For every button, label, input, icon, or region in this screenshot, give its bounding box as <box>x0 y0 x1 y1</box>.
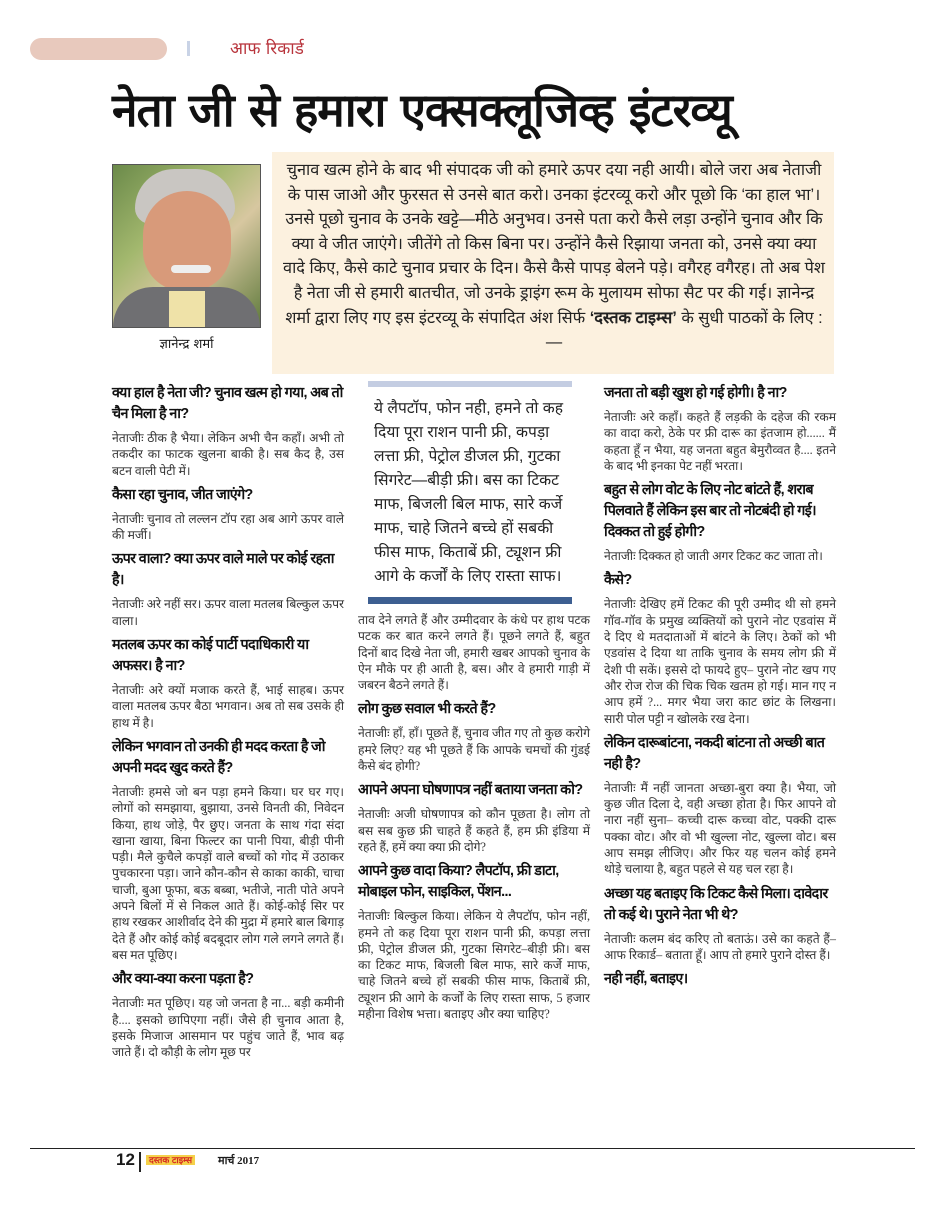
intro-text-before: चुनाव खत्म होने के बाद भी संपादक जी को हमारे ऊपर दया नही आयी। बोले जरा अब नेताजी के पास जाओ और फुरसत से उनसे बात करो। उनका इंटरव्यू करो और पूछो कि ‘का हाल भा’। उनसे पूछो चुनाव के उनके खट्टे—मीठे अनुभव। उनसे पता करो कैसे लड़ा उन्होंने चुनाव और कि क्या वे जीत जाएंगे। जीतेंगे तो किस बिना पर। उन्होंने कैसे रिझाया जनता को, उनसे क्या क्या वादे किए, कैसे काटे चुनाव प्रचार के दिन। कैसे कैसे पापड़ बेलने पड़े। वगैरह वगैरह। तो अब पेश है नेता जी से हमारी बातचीत, जो उनके ड्राइंग रूम के मुलायम सोफा सैट पर की गई। ज्ञानेन्द्र शर्मा द्वारा लिए गए इस इंटरव्यू के संपादित अंश सिर्फ <box>283 161 825 327</box>
photo-shirt <box>169 291 205 327</box>
magazine-logo: दस्तक टाइम्स <box>146 1155 195 1165</box>
author-photo <box>112 164 261 328</box>
question: कैसे? <box>604 572 632 589</box>
answer: नेताजीः बिल्कुल किया। लेकिन ये लैपटॉप, फोन नहीं, हमने तो कह दिया पूरा राशन पानी फ्री, कपड़ा लत्ता फ्री, पेट्रोल डीजल फ्री, गुटका सिगरेट–बीड़ी फ्री। बस का टिकट माफ, बिजली बिल माफ, सारे कर्जे माफ, चाहे जितने बच्चे हों सबकी फीस माफ, किताबें फ्री, ट्यूशन फ्री आगे के कर्जों के लिए रास्ता साफ, 5 हजार महीना विशेष भत्ता। बताइए और क्या चाहिए? <box>358 909 590 1022</box>
question: मतलब ऊपर का कोई पार्टी पदाधिकारी या अफसर। है ना? <box>112 637 309 675</box>
answer: नेताजीः हाँ, हाँ। पूछते हैं, चुनाव जीत गए तो कुछ करोगे हमरे लिए? यह भी पूछते हैं कि आपके चमचों की गुंडई कैसे बंद होगी? <box>358 726 590 774</box>
intro-text-after: के सुधी पाठकों के लिए :— <box>545 308 823 352</box>
answer: नेताजीः कलम बंद करिए तो बताऊं। उसे का कहते हैं– आफ रिकार्ड– बताता हूँ। आप तो हमारे पुराने दोस्त हैं। <box>604 931 836 962</box>
question: बहुत से लोग वोट के लिए नोट बांटते हैं, शराब पिलवाते हैं लेकिन इस बार तो नोटबंदी हो गई। दिक्कत तो हुई होगी? <box>604 482 816 541</box>
question: नही नहीं, बताइए। <box>604 971 688 988</box>
answer: नेताजीः अरे नहीं सर। ऊपर वाला मतलब बिल्कुल ऊपर वाला। <box>112 597 344 628</box>
footer-rule <box>30 1148 915 1149</box>
question: जनता तो बड़ी खुश हो गई होगी। है ना? <box>604 385 787 401</box>
question: अच्छा यह बताइए कि टिकट कैसे मिला। दावेदार तो कई थे। पुराने नेता भी थे? <box>604 885 828 923</box>
photo-face <box>143 191 231 291</box>
photo-mustache <box>171 265 211 273</box>
question: आपने अपना घोषणापत्र नहीं बताया जनता को? <box>358 782 583 799</box>
column-2-body <box>358 612 590 1022</box>
answer: नेताजीः चुनाव तो लल्लन टॉप रहा अब आगे ऊपर वाले की मर्जी। <box>112 511 344 543</box>
column-3 <box>604 381 836 995</box>
section-divider <box>187 41 190 56</box>
question: आपने कुछ वादा किया? लैपटॉप, फ्री डाटा, मोबाइल फोन, साइकिल, पेंशन... <box>358 863 559 901</box>
question: लेकिन दारूबांटना, नकदी बांटना तो अच्छी बात नही है? <box>604 734 825 772</box>
question: और क्या-क्या करना पड़ता है? <box>112 971 254 988</box>
issue-date: मार्च 2017 <box>218 1155 260 1167</box>
answer: ताव देने लगते हैं और उम्मीदवार के कंधे पर हाथ पटक पटक कर बात करने लगते हैं। पूछने लगते हैं, बहुत दिनों बाद दिखे नेता जी, हमारी खबर आपको चुनाव के ऐन मौके पर ही आती है, बस। और वे हमारी गाड़ी में जबरन बैठने लगते हैं। <box>358 613 590 693</box>
footer-separator <box>139 1152 141 1172</box>
headline: नेता जी से हमारा एक्सक्लूजिव्ह इंटरव्यू <box>112 83 732 137</box>
pull-quote-bottom-rule <box>368 597 572 604</box>
question: लोग कुछ सवाल भी करते हैं? <box>358 701 496 718</box>
pull-quote-top-rule <box>368 381 572 387</box>
answer: नेताजीः दिक्कत हो जाती अगर टिकट कट जाता तो। <box>604 549 823 564</box>
answer: नेताजीः मैं नहीं जानता अच्छा-बुरा क्या है। भैया, जो कुछ जीत दिला दे, वही अच्छा होता है। फिर आपने वो नारा नहीं सुना– कच्ची दारू कच्चा वोट, पक्की दारू पक्का वोट। और वो भी खुल्ला नोट, खुल्ला वोट। बस आप समझ लीजिए। और फिर यह चलन कोई हमने थोड़े चलाया है, बहुत पहले से यह चल रहा है। <box>604 780 836 877</box>
question: कैसा रहा चुनाव, जीत जाएंगे? <box>112 486 253 503</box>
author-caption: ज्ञानेन्द्र शर्मा <box>159 337 214 352</box>
page-number: 12 <box>116 1150 135 1169</box>
question: क्या हाल है नेता जी? चुनाव खत्म हो गया, अब तो चैन मिला है ना? <box>112 385 343 422</box>
column-1 <box>112 381 344 1066</box>
section-label: आफ रिकार्ड <box>230 39 304 59</box>
answer: नेताजीः देखिए हमें टिकट की पूरी उम्मीद थी सो हमने गॉव-गॉव के प्रमुख व्यक्तियों को पुराने नोट एडवांस में दे दिए थे मतदाताओं में बांटने के लिए। ठेकों को भी एडवांस दे दिया था ताकि चुनाव के समय लोग फ्री में देशी पी सकें। इससे दो फायदे हुए– पुराने नोट खप गए और रोज रोज की चिक चिक खतम हो गई। मान गए न आप हमें ?... मगर भैया जरा काट छांट के लिखना। सारी पोल पट्टी न खोलके रख देना। <box>604 597 836 726</box>
pull-quote <box>368 381 578 604</box>
question: लेकिन भगवान तो उनकी ही मदद करता है जो अपनी मदद खुद करते हैं? <box>112 738 325 776</box>
question: ऊपर वाला? क्या ऊपर वाले माले पर कोई रहता है। <box>112 551 334 589</box>
pull-quote-text: ये लैपटॉप, फोन नही, हमने तो कह दिया पूरा राशन पानी फ्री, कपड़ा लत्ता फ्री, पेट्रोल डीजल फ्री, गुटका सिगरेट—बीड़ी फ्री। बस का टिकट माफ, बिजली बिल माफ, सारे कर्जे माफ, चाहे जितने बच्चे हों सबकी फीस माफ, किताबें फ्री, ट्यूशन फ्री आगे के कर्जों के लिए रास्ता साफ। <box>374 400 564 585</box>
intro-publication: ‘दस्तक टाइम्स’ <box>589 308 677 327</box>
answer: नेताजीः अजी घोषणापत्र को कौन पूछता है। लोग तो बस सब कुछ फ्री चाहते हैं कहते हैं, हम फ्री इंडिया में रहते हैं, हमें क्या क्या फ्री दोगे? <box>358 807 590 854</box>
answer: नेताजीः ठीक है भैया। लेकिन अभी चैन कहाँ। अभी तो तकदीर का फाटक खुलना बाकी है। सब कैद है, उस बटन वाली पेटी में। <box>112 431 344 478</box>
answer: नेताजीः मत पूछिए। यह जो जनता है ना... बड़ी कमीनी है.... इसको छापिएगा नहीं। जैसे ही चुनाव आता है, इसके मिजाज आसमान पर पहुंच जाते हैं, भाव बढ़ जाते हैं। दो कौड़ी के लोग मूछ पर <box>112 996 344 1060</box>
section-pill <box>30 38 167 60</box>
column-2 <box>358 381 590 1028</box>
answer: नेताजीः हमसे जो बन पड़ा हमने किया। घर घर गए। लोगों को समझाया, बुझाया, उनसे विनती की, निवेदन किया, हाथ जोड़े, पैर छुए। जनता के साथ गंदा संदा खाना खाया, बिना फिल्टर का पानी पिया, बीड़ी पीनी पड़ी। मैले कुचैले कपड़ों वाले बच्चों को गोद में उठाकर पुचकारना पड़ा। जाने कौन-कौन से काका काकी, चाचा चाजी, बुआ फूफा, बऊ बब्बा, भतीजे, नाती पोते अपने अपने बिलों में से निकल आते हैं। कोई-कोई सिर पर हाथ रखकर आशीर्वाद देने की मुद्रा में हमारे बाल बिगाड़ देते हैं और कोई कोई बदबूदार लोग गले लगने लगते हैं। बस मत पूछिए। <box>112 784 344 962</box>
answer: नेताजीः अरे कहाँ। कहते हैं लड़की के दहेज की रकम का वादा करो, ठेके पर फ्री दारू का इंतजाम हो...... मैं कहता हूँ न भैया, यह जनता बहुत बेमुरौव्वत है.... इतने के बाद भी इनका पेट नहीं भरता। <box>604 410 836 473</box>
answer: नेताजीः अरे क्यों मजाक करते हैं, भाई साहब। ऊपर वाला मतलब ऊपर बैठा भगवान। अब तो सब उसके ही हाथ में है। <box>112 683 344 730</box>
intro-text <box>282 158 826 355</box>
